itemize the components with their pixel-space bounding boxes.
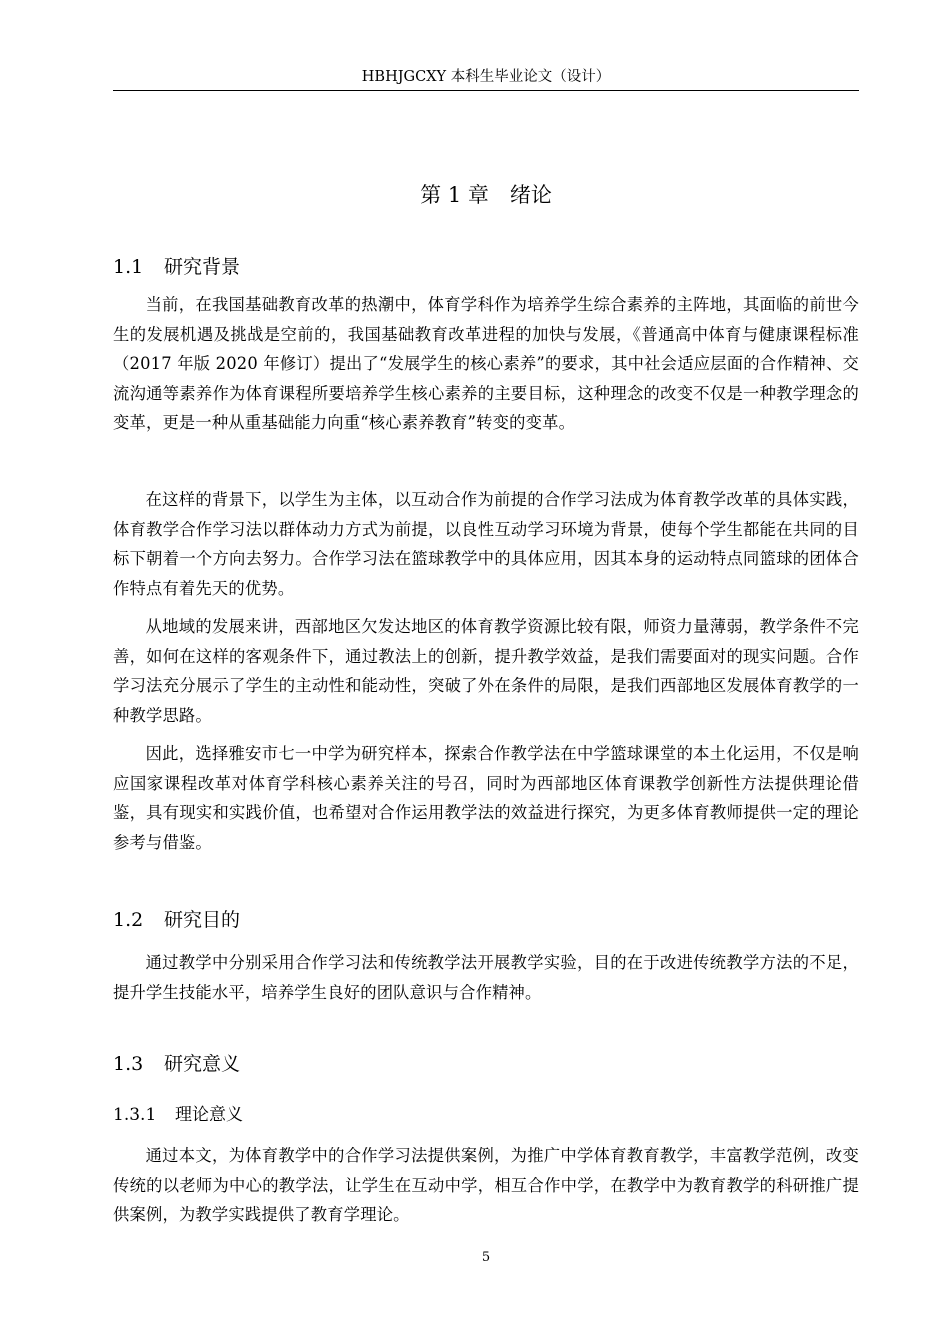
- section-title: 研究意义: [164, 1053, 241, 1075]
- section-number: 1.1: [113, 256, 144, 278]
- running-header: HBHJGCXY 本科生毕业论文（设计）: [361, 69, 611, 85]
- subsection-number: 1.3.1: [113, 1105, 157, 1125]
- paragraph-purpose: 通过教学中分别采用合作学习法和传统教学法开展教学实验，目的在于改进传统教学方法的不足，提升学生技能水平，培养学生良好的团队意识与合作精神。: [113, 953, 859, 1002]
- page-number: 5: [481, 1250, 491, 1265]
- section-heading-1-3: [113, 1051, 240, 1077]
- section-title: 研究目的: [164, 909, 241, 931]
- paragraph-theoretical-significance: 通过本文，为体育教学中的合作学习法提供案例，为推广中学体育教育教学，丰富教学范例，改变传统的以老师为中心的教学法，让学生在互动中学，相互合作中学，在教学中为教育教学的科研推广提供案例，为教学实践提供了教育学理论。: [113, 1146, 859, 1225]
- section-title: 研究背景: [164, 256, 241, 278]
- subsection-heading-1-3-1: [113, 1103, 243, 1127]
- section-number: 1.2: [113, 909, 144, 931]
- paragraph-background-3: 从地域的发展来讲，西部地区欠发达地区的体育教学资源比较有限，师资力量薄弱，教学条件不完善，如何在这样的客观条件下，通过教法上的创新，提升教学效益，是我们需要面对的现实问题。合作学习法充分展示了学生的主动性和能动性，突破了外在条件的局限，是我们西部地区发展体育教学的一种教学思路。: [113, 617, 859, 725]
- section-number: 1.3: [113, 1053, 144, 1075]
- section-heading-1-1: [113, 254, 240, 280]
- paragraph-background-1: 当前，在我国基础教育改革的热潮中，体育学科作为培养学生综合素养的主阵地，其面临的前世今生的发展机遇及挑战是空前的，我国基础教育改革进程的加快与发展，《普通高中体育与健康课程标准（2017 年版 2020 年修订）提出了“发展学生的核心素养”的要求，其中社会适应层面的合作精神、交流沟通等素养作为体育课程所要培养学生核心素养的主要目标，这种理念的改变不仅是一种教学理念的变革，更是一种从重基础能力向重“核心素养教育”转变的变革。: [113, 295, 859, 433]
- chapter-title: 第 1 章 绪论: [420, 183, 552, 207]
- subsection-title: 理论意义: [175, 1105, 243, 1125]
- header-rule: [113, 90, 859, 91]
- section-heading-1-2: [113, 907, 240, 933]
- paragraph-background-4: 因此，选择雅安市七一中学为研究样本，探索合作教学法在中学篮球课堂的本土化运用，不仅是响应国家课程改革对体育学科核心素养关注的号召，同时为西部地区体育课教学创新性方法提供理论借鉴，具有现实和实践价值，也希望对合作运用教学法的效益进行探究，为更多体育教师提供一定的理论参考与借鉴。: [113, 744, 859, 852]
- paragraph-background-2: 在这样的背景下，以学生为主体，以互动合作为前提的合作学习法成为体育教学改革的具体实践，体育教学合作学习法以群体动力方式为前提，以良性互动学习环境为背景，使每个学生都能在共同的目标下朝着一个方向去努力。合作学习法在篮球教学中的具体应用，因其本身的运动特点同篮球的团体合作特点有着先天的优势。: [113, 490, 859, 598]
